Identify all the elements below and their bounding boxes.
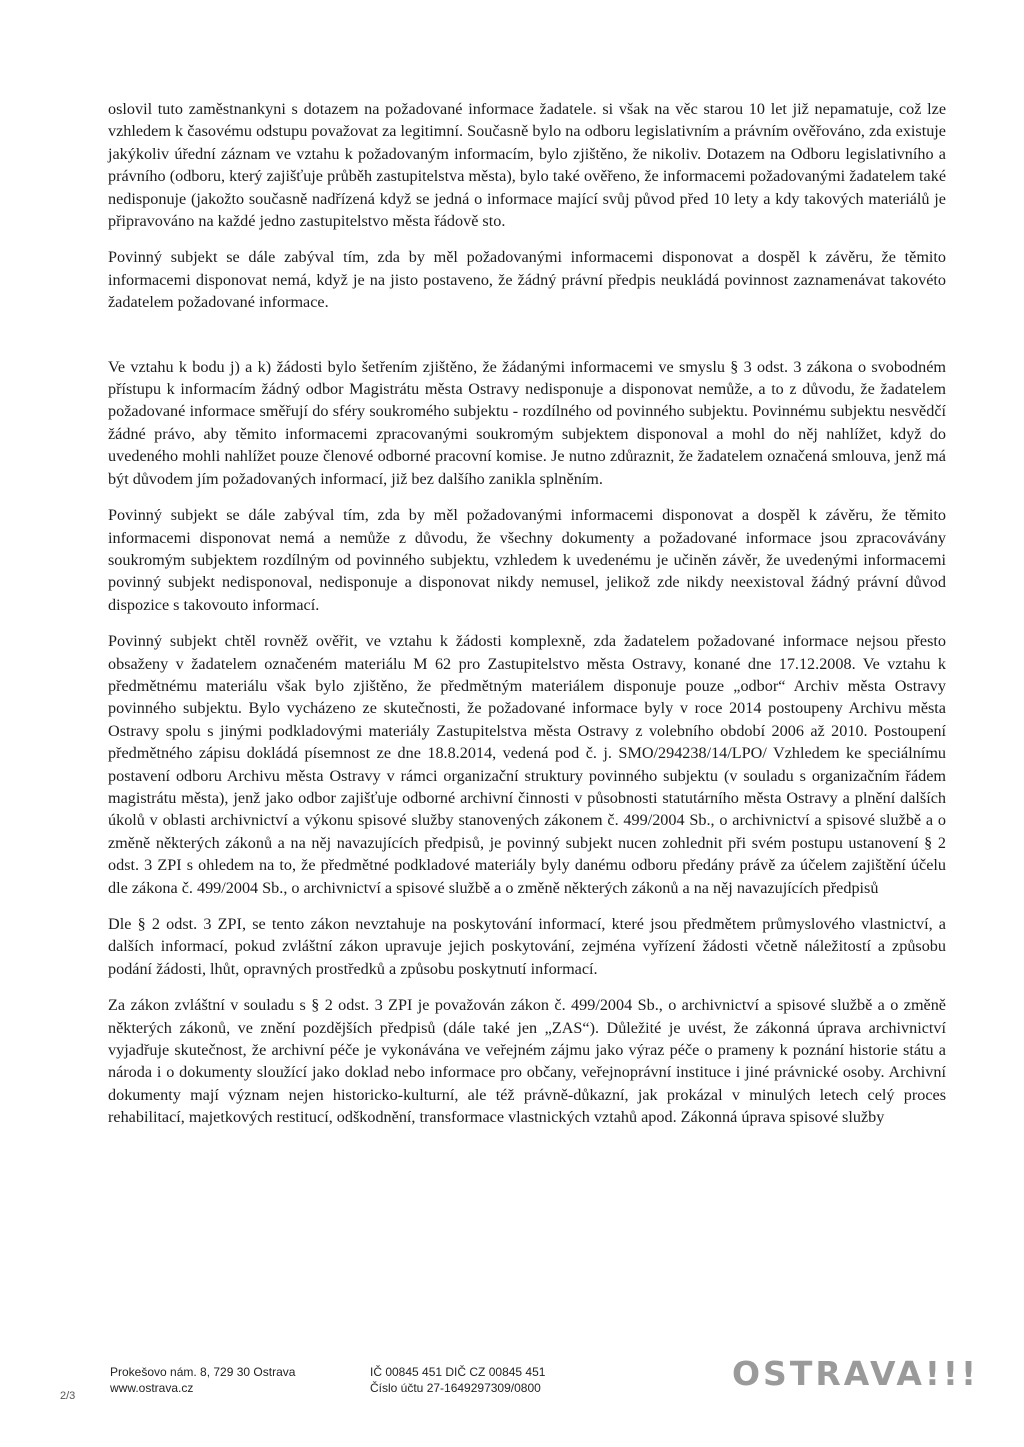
paragraph-2: Povinný subjekt se dále zabýval tím, zda by měl požadovanými informacemi disponovat a dospěl k závěru, že těmito informacemi disponovat nemá, když je na jisto postaveno, že žádný právní předpis neukládá povinnost zaznamenávat takovéto žadatelem požadované informace. [108,248,946,312]
footer-address [110,1364,295,1396]
paragraph-3: Ve vztahu k bodu j) a k) žádosti bylo šetřením zjištěno, že žádanými informacemi ve smyslu § 3 odst. 3 zákona o svobodném přístupu k informacím žádný odbor Magistrátu města Ostravy nedisponuje a disponovat nemůže, a to z důvodu, že žadatelem požadované informace směřují do sféry soukromého subjektu - rozdílného od povinného subjektu. Povinnému subjektu nesvědčí žádné právo, aby těmito informacemi zpracovanými soukromým subjektem disponoval a mohl do něj nahlížet, když do uvedeného mohli nahlížet pouze členové odborné pracovní komise. Je nutno zdůraznit, že žadatelem označená smlouva, jenž má být důvodem jím požadovaných informací, již bez dalšího zanikla splněním. [108,357,946,488]
footer-ids [370,1364,545,1396]
paragraph-6: Dle § 2 odst. 3 ZPI, se tento zákon nevztahuje na poskytování informací, které jsou předmětem průmyslového vlastnictví, a dalších informací, pokud zvláštní zákon upravuje jejich poskytování, zejména vyřízení žádosti včetně náležitostí a způsobu podání žádosti, lhůt, opravných prostředků a způsobu poskytnutí informací. [108,915,946,978]
page-footer [0,1354,1024,1420]
paragraph-1: oslovil tuto zaměstnankyni s dotazem na požadované informace žadatele. si však na věc starou 10 let již nepamatuje, což lze vzhledem k časovému odstupu považovat za legitimní. Současně bylo na odboru legislativním a právním ověřováno, zda existuje jakýkoliv úřední záznam ve vztahu k požadovaným informacím, bylo zjištěno, že nikoliv. Dotazem na Odboru legislativního a právního (odboru, který zajišťuje průběh zastupitelstva města), bylo také ověřeno, že informacemi požadovanými žadatelem také nedisponuje (jakožto současně nadřízená když se jedná o informace mající svůj původ před 10 lety a kdy takových materiálů je připravováno na každé jedno zastupitelstvo města řádově sto. [108,100,946,231]
paragraph-5: Povinný subjekt chtěl rovněž ověřit, ve vztahu k žádosti komplexně, zda žadatelem požadované informace nejsou přesto obsaženy v žadatelem označeném materiálu M 62 pro Zastupitelstvo města Ostravy, konané dne 17.12.2008. Ve vztahu k předmětnému materiálu však bylo zjištěno, že předmětným materiálem disponuje pouze „odbor“ Archiv města Ostravy povinného subjektu. Bylo vycházeno ze skutečnosti, že požadované informace byly v roce 2014 postoupeny Archivu města Ostravy spolu s jinými podkladovými materiály Zastupitelstva města Ostravy z volebního období 2006 až 2010. Postoupení předmětného zápisu dokládá písemnost ze dne 18.8.2014, vedená pod č. j. SMO/294238/14/LPO/ Vzhledem ke speciálnímu postavení odboru Archivu města Ostravy v rámci organizační struktury povinného subjektu (v souladu s organizačním řádem magistrátu města), jenž jako odbor zajišťuje odborné archivní činnosti v působnosti statutárního města Ostravy a plnění dalších úkolů v oblasti archivnictví a výkonu spisové služby stanovených zákonem č. 499/2004 Sb., o archivnictví a spisové službě a o změně některých zákonů a na něj navazujících předpisů, je povinný subjekt nucen zohlednit při svém postupu ustanovení § 2 odst. 3 ZPI s ohledem na to, že předmětné podkladové materiály byly danému odboru předány právě za účelem zajištění účelu dle zákona č. 499/2004 Sb., o archivnictví a spisové službě a o změně některých zákonů a na něj navazujících předpisů [108,632,946,897]
address-line: Prokešovo nám. 8, 729 30 Ostrava [110,1365,296,1379]
page-number: 2/3 [60,1390,76,1402]
document-body [108,98,946,1143]
company-ids: IČ 00845 451 DIČ CZ 00845 451 [370,1365,546,1379]
ostrava-logo: OSTRAVA!!! [732,1354,980,1393]
bank-account: Číslo účtu 27-1649297309/0800 [370,1381,541,1395]
paragraph-7: Za zákon zvláštní v souladu s § 2 odst. 3 ZPI je považován zákon č. 499/2004 Sb., o archivnictví a spisové službě a o změně některých zákonů, ve znění pozdějších předpisů (dále také jen „ZAS“). Důležité je uvést, že zákonná úprava archivnictví vyjadřuje skutečnost, že archivní péče je vykonávána ve veřejném zájmu jako výraz péče o prameny k poznání historie státu a národa i o dokumenty sloužící jako doklad nebo informace pro občany, veřejnoprávní instituce i jiné právnické osoby. Archivní dokumenty mají význam nejen historicko-kulturní, ale též právně-důkazní, jak prokázal v minulých letech celý proces rehabilitací, majetkových restitucí, odškodnění, transformace vlastnických vztahů apod. Zákonná úprava spisové služby [108,996,946,1127]
website-link[interactable]: www.ostrava.cz [110,1381,194,1395]
paragraph-4: Povinný subjekt se dále zabýval tím, zda by měl požadovanými informacemi disponovat a dospěl k závěru, že těmito informacemi disponovat nemá a nemůže z důvodu, že všechny dokumenty a požadované informace jsou zpracovávány soukromým subjektem rozdílným od povinného subjektu, vzhledem k uvedenému je učiněn závěr, že uvedenými informacemi povinný subjekt nedisponoval, nedisponuje a disponovat nikdy nemusel, jelikož zde nikdy neexistoval žádný právní důvod dispozice s takovouto informací. [108,506,946,614]
